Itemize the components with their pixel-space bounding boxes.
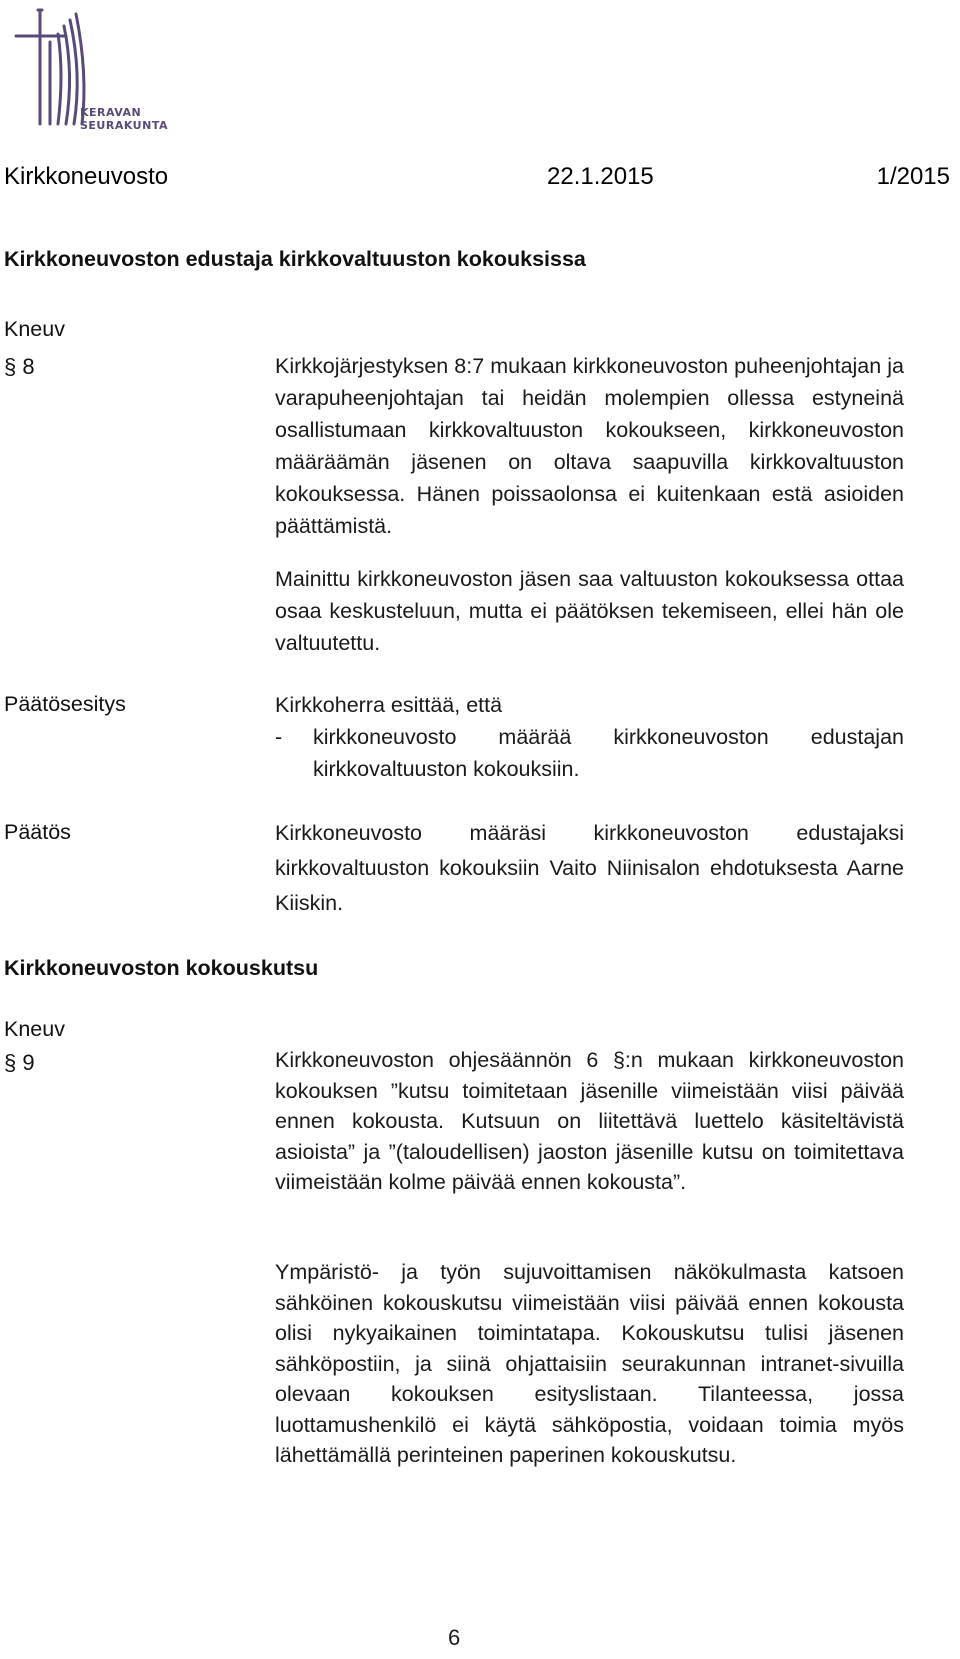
section-8-paragraph-1: Kirkkojärjestyksen 8:7 mukaan kirkkoneuvoston puheenjohtajan ja varapuheenjohtajan tai heidän molempien ollessa estyneinä osallistumaan kirkkovaltuuston kokoukseen, kirkkoneuvoston määräämän jäsenen on oltava saapuvilla kirkkovaltuuston kokouksessa. Hänen poissaolonsa ei kuitenkaan estä asioiden päättämistä. xyxy=(275,354,904,538)
header-meeting-number: 1/2015 xyxy=(876,163,950,190)
section-8-preparer: Kneuv xyxy=(4,317,65,341)
proposal-intro: Kirkkoherra esittää, että xyxy=(275,693,503,717)
section-9-paragraph-2: Ympäristö- ja työn sujuvoittamisen näkökulmasta katsoen sähköinen kokouskutsu viimeistään viisi päivää ennen kokousta olisi nykyaikainen toimintatapa. Kokouskutsu tulisi jäsenen sähköpostiin, ja siinä ohjattaisiin seurakunnan intranet-sivuilla olevaan kokouksen esityslistaan. Tilanteessa, jossa luottamushenkilö ei käytä sähköpostia, voidaan toimia myös lähettämällä perinteinen paperinen kokouskutsu. xyxy=(275,1260,904,1467)
section-9-paragraph-number: § 9 xyxy=(4,1050,35,1075)
decision-text: Kirkkoneuvosto määräsi kirkkoneuvoston edustajaksi kirkkovaltuuston kokouksiin Vaito Niinisalon ehdotuksesta Aarne Kiiskin. xyxy=(275,821,904,915)
header-body: Kirkkoneuvosto xyxy=(4,163,169,190)
logo-line-1: KERAVAN xyxy=(80,106,142,119)
logo-line-2: SEURAKUNTA xyxy=(80,119,168,132)
header-date: 22.1.2015 xyxy=(547,163,654,190)
section-9-paragraph-1: Kirkkoneuvoston ohjesäännön 6 §:n mukaan kirkkoneuvoston kokouksen ”kutsu toimitetaan jäsenille viimeistään viisi päivää ennen kokousta. Kutsuun on liitettävä luettelo käsiteltävistä asioista” ja ”(taloudellisen) jaoston jäsenille kutsu on toimitettava viimeistään kolme päivää ennen kokousta”. xyxy=(275,1048,904,1194)
page-number: 6 xyxy=(448,1625,461,1650)
proposal-item-text: kirkkoneuvosto määrää kirkkoneuvoston edustajan kirkkovaltuuston kokouksiin. xyxy=(313,725,904,781)
section-9-title: Kirkkoneuvoston kokouskutsu xyxy=(4,956,319,980)
section-8-paragraph-2: Mainittu kirkkoneuvoston jäsen saa valtuuston kokouksessa ottaa osaa keskusteluun, mutta ei päätöksen tekemiseen, ellei hän ole valtuutettu. xyxy=(275,567,904,655)
proposal-block xyxy=(275,689,904,785)
decision-label: Päätös xyxy=(4,820,71,844)
document-header xyxy=(4,163,950,197)
logo-wordmark xyxy=(80,106,168,132)
proposal-list-item xyxy=(275,721,904,785)
proposal-dash: - xyxy=(275,725,283,749)
section-9-preparer: Kneuv xyxy=(4,1017,65,1041)
section-8-paragraph-number: § 8 xyxy=(4,354,35,379)
proposal-label: Päätösesitys xyxy=(4,692,126,716)
section-8-title: Kirkkoneuvoston edustaja kirkkovaltuuston kokouksissa xyxy=(4,247,586,271)
